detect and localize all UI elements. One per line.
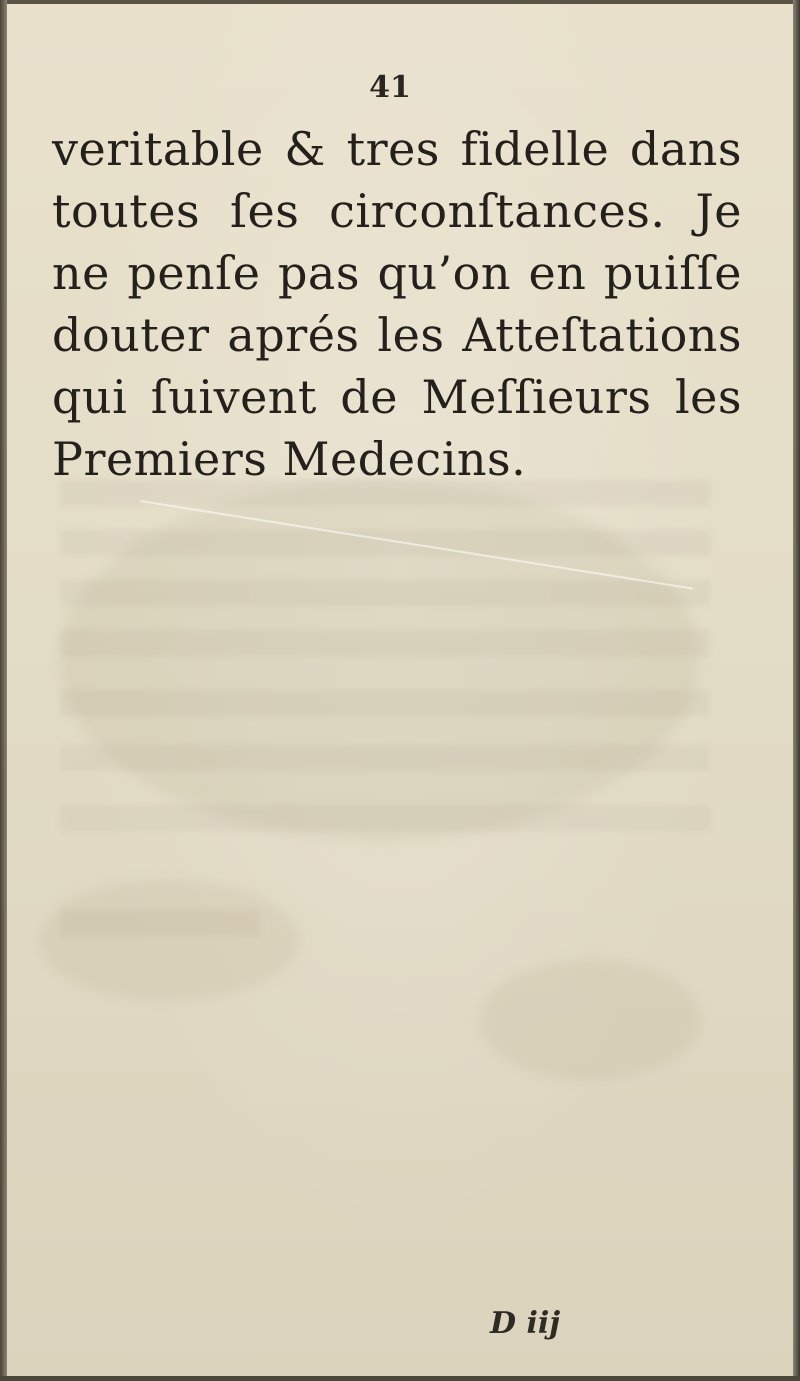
bleed-through-line [60,530,710,556]
bleed-through-line [60,630,710,656]
text-line: veritable & tres fidelle dans [52,122,742,176]
page-edge-right [793,0,800,1381]
text-line: Premiers Medecins. [52,432,527,486]
bleed-through-line [60,745,710,771]
text-line: douter aprés les Atteſtations [52,308,742,362]
bleed-through-line [60,580,710,606]
page-edge-top [0,0,800,4]
page-edge-bottom [0,1376,800,1381]
page-edge-left [0,0,7,1381]
bleed-through-line [60,690,710,716]
page-number: 41 [369,70,411,105]
bleed-through-stain [480,960,700,1080]
text-line: ne penſe pas qu’on en puiſſe [52,246,742,300]
body-text [52,118,742,490]
text-line: toutes ſes circonſtances. Je [52,184,742,238]
bleed-through-line [60,805,710,831]
signature-mark: D iij [490,1306,561,1341]
bleed-through-stain [40,880,300,1000]
text-line: qui ſuivent de Meſſieurs les [52,370,742,424]
bleed-through-line [60,910,260,936]
